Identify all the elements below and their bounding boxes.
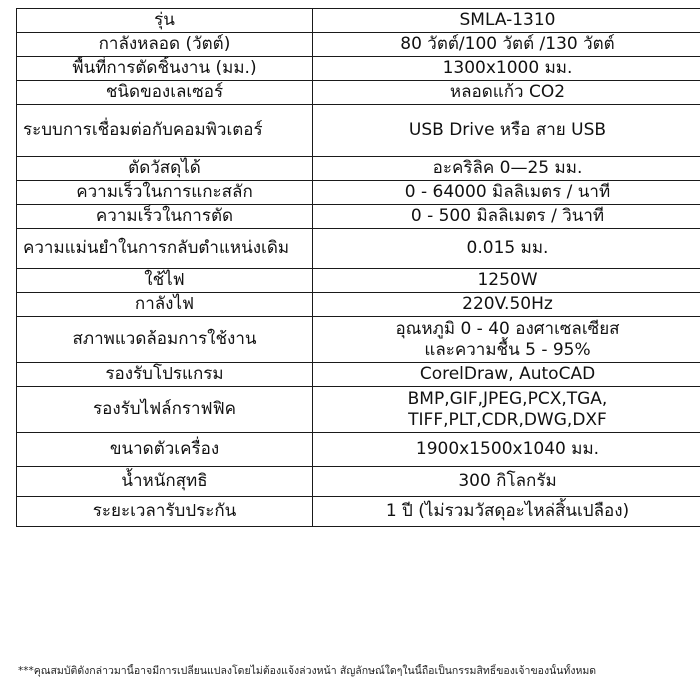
spec-row xyxy=(17,57,700,81)
spec-value-line: หลอดแก้ว CO2 xyxy=(449,82,566,102)
spec-row xyxy=(17,317,700,363)
spec-label: ความเร็วในการแกะสลัก xyxy=(17,181,313,205)
spec-value-line: 80 วัตต์/100 วัตต์ /130 วัตต์ xyxy=(400,34,615,54)
spec-value-line: 220V.50Hz xyxy=(462,294,553,314)
spec-value xyxy=(313,229,700,269)
spec-value-line: 0.015 มม. xyxy=(466,238,549,258)
spec-row xyxy=(17,81,700,105)
spec-label: ความแม่นยำในการกลับตำแหน่งเดิม xyxy=(17,229,313,269)
spec-label: รุ่น xyxy=(17,9,313,33)
spec-value-line: CorelDraw, AutoCAD xyxy=(419,364,596,384)
spec-row xyxy=(17,363,700,387)
spec-value xyxy=(313,317,700,363)
spec-value xyxy=(313,433,700,467)
spec-row xyxy=(17,387,700,433)
spec-label: สภาพแวดล้อมการใช้งาน xyxy=(17,317,313,363)
spec-value-line: 1900x1500x1040 มม. xyxy=(415,439,600,459)
spec-value xyxy=(313,105,700,157)
spec-label: กาลังหลอด (วัตต์) xyxy=(17,33,313,57)
spec-value xyxy=(313,205,700,229)
spec-label: รองรับไฟล์กราฟฟิค xyxy=(17,387,313,433)
spec-value xyxy=(313,57,700,81)
spec-value xyxy=(313,269,700,293)
spec-value xyxy=(313,181,700,205)
spec-label: น้ำหนักสุทธิ xyxy=(17,467,313,497)
spec-label: ใช้ไฟ xyxy=(17,269,313,293)
spec-row xyxy=(17,105,700,157)
spec-row xyxy=(17,181,700,205)
spec-value-line: BMP,GIF,JPEG,PCX,TGA, xyxy=(407,388,608,409)
spec-row xyxy=(17,33,700,57)
spec-value xyxy=(313,467,700,497)
spec-value xyxy=(313,157,700,181)
spec-row xyxy=(17,9,700,33)
spec-value xyxy=(313,293,700,317)
spec-value-line: และความชื้น 5 - 95% xyxy=(424,339,591,360)
spec-table-body xyxy=(17,9,700,527)
spec-value-line: 0 - 500 มิลลิเมตร / วินาที xyxy=(410,206,605,226)
spec-value-line: อุณหภูมิ 0 - 40 องศาเซลเซียส xyxy=(395,318,620,339)
spec-label: ขนาดตัวเครื่อง xyxy=(17,433,313,467)
spec-label: ระยะเวลารับประกัน xyxy=(17,497,313,527)
spec-value xyxy=(313,387,700,433)
spec-value xyxy=(313,33,700,57)
spec-row xyxy=(17,433,700,467)
spec-label: ชนิดของเลเซอร์ xyxy=(17,81,313,105)
spec-label: รองรับโปรแกรม xyxy=(17,363,313,387)
spec-label: ความเร็วในการตัด xyxy=(17,205,313,229)
spec-value-line: 1 ปี (ไม่รวมวัสดุอะไหล่สิ้นเปลือง) xyxy=(385,501,630,521)
spec-row xyxy=(17,497,700,527)
spec-value-line: อะคริลิค 0—25 มม. xyxy=(432,158,583,178)
spec-value xyxy=(313,363,700,387)
spec-row xyxy=(17,229,700,269)
spec-value-line: 0 - 64000 มิลลิเมตร / นาที xyxy=(404,182,611,202)
spec-table xyxy=(16,8,700,527)
spec-value-line: 1300x1000 มม. xyxy=(442,58,573,78)
spec-value-line: 1250W xyxy=(477,270,538,290)
spec-value xyxy=(313,9,700,33)
spec-value-line: TIFF,PLT,CDR,DWG,DXF xyxy=(408,409,607,430)
spec-value xyxy=(313,81,700,105)
spec-label: พื้นที่การตัดชิ้นงาน (มม.) xyxy=(17,57,313,81)
spec-value xyxy=(313,497,700,527)
spec-value-line: 300 กิโลกรัม xyxy=(458,471,557,491)
spec-row xyxy=(17,467,700,497)
spec-label: กาลังไฟ xyxy=(17,293,313,317)
spec-value-line: SMLA-1310 xyxy=(459,10,556,30)
spec-value-line: USB Drive หรือ สาย USB xyxy=(408,120,607,140)
spec-row xyxy=(17,293,700,317)
spec-label: ระบบการเชื่อมต่อกับคอมพิวเตอร์ xyxy=(17,105,313,157)
footnote: ***คุณสมบัติดังกล่าวมานี้อาจมีการเปลี่ยนแปลงโดยไม่ต้องแจ้งล่วงหน้า สัญลักษณ์ใดๆในนี้ถือเป็นกรรมสิทธิ์ของเจ้าของนั้นทั้งหมด xyxy=(18,665,597,677)
spec-row xyxy=(17,205,700,229)
spec-label: ตัดวัสดุได้ xyxy=(17,157,313,181)
spec-row xyxy=(17,157,700,181)
spec-row xyxy=(17,269,700,293)
